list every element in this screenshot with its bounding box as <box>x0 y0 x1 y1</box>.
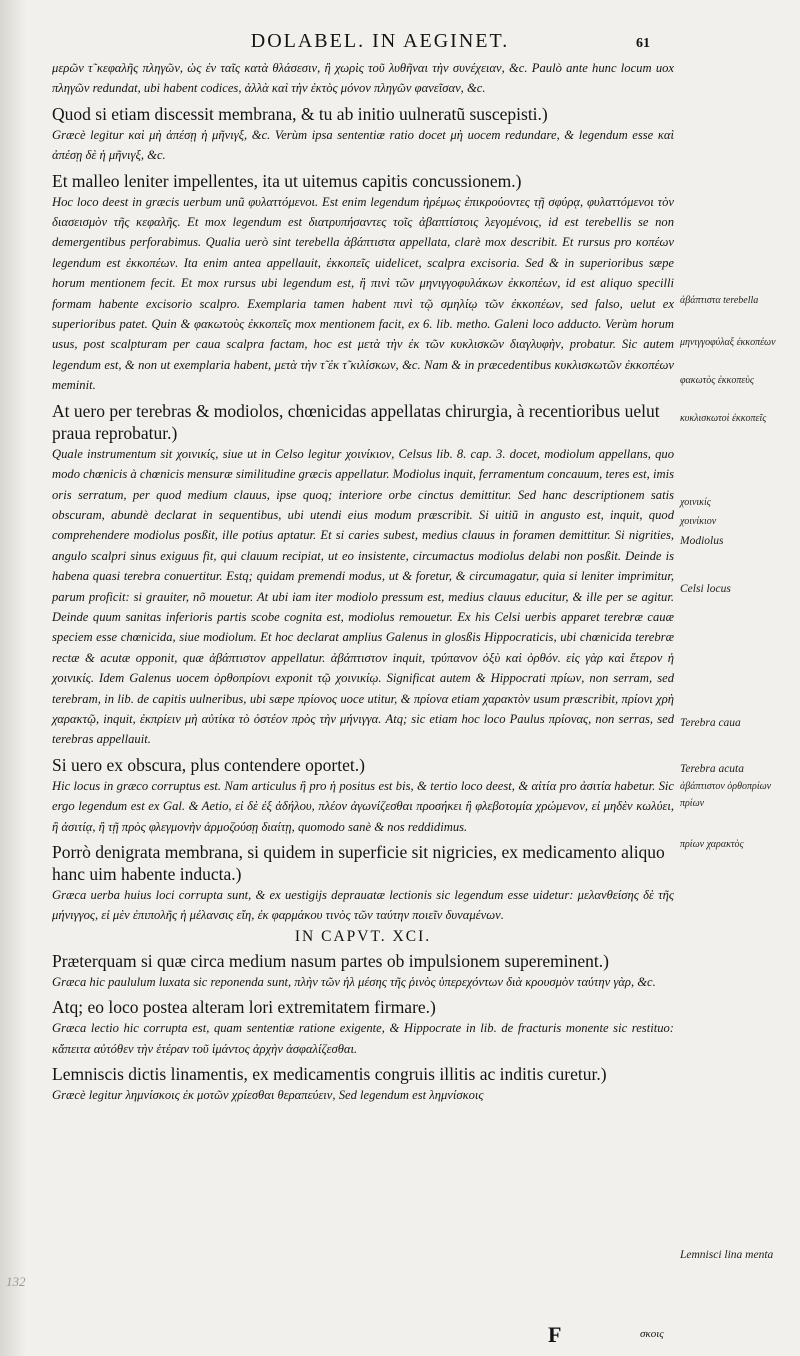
running-head: DOLABEL. IN AEGINET. <box>250 30 510 52</box>
margin-note-latin: Terebra caua <box>680 717 741 729</box>
commentary-body: Quale instrumentum sit χοινικίς, siue ut in Celso legitur χοινίκιον, Celsus lib. 8. cap. 3. docet, modiolum appellans, quo modo chœnicis à chœnicis mensuræ similitudine græcis appellatur. Modiolus inquit, ferramentum concauum, teres est, imis oris serratum, per quod medium clauus, ipse quoq; interiore orbe cinctus demittitur. Sed hanc descriptionem satis obscuram, abundè declarat in sequentibus, ubi utendi eius modum præscribit. Si uitiũ in angusto est, inquit, quod comprehendere modiolus posßit, ille potius aptatur. Et si caries subest, medius clauus in foramen demittitur. Si nigrities, angulo scalpri sinus exiguus fit, qui clauum recipiat, ut eo insistente, circumactus modiolus delabi non posßit. Deinde is habena quasi terebra conuertitur. Estq; quidam premendi modus, ut & foretur, & circumagatur, quia si leniter imprimitur, parum proficit: si grauiter, nõ mouetur. At ubi iam iter modiolo pressum est, medius clauus educitur, & ille per se agitur. Deinde quum sanitas inferioris partis scobe cognita est, modiolus remouetur. Ex his Celsi uerbis apparet terebræ cauæ speciem esse chœnicida, siue modiolum. Et hoc declarat amplius Galenus in glosßis Hippocraticis, ubi chœnicida terebræ rectæ & acutæ opponit, quæ ἀβάπτιστον appellatur. ἀβάπτιστον inquit, τρύπανον ὀξὺ καὶ ὀρθόν. εἰς γὰρ καὶ ἕτερον ἡ χοινικίς. Idem Galenus uocem ὀρθοπρίονι exponit τῷ χοινικίῳ. Significat autem & Hippocrati πρίων, non serram, sed terebram, in lib. de capitis uulneribus, ubi sæpe πρίονος uoce utitur, & πρίονα etiam χαρακτὸν usum præscribit, πρίονι χρὴ χαρακτῷ, inquit, ἐκπρίειν μὴ αὐτίκα τὸ ὀστέον πρὸς τὴν μήνιγγα. Atq; sic etiam hoc loco Paulus πρίονας, non serras, sed terebras appellauit. <box>52 446 674 747</box>
main-text-column <box>52 58 674 1105</box>
margin-note-greek: μηνιγγοφύλαξ ἐκκοπέων <box>680 337 776 348</box>
margin-note <box>680 714 790 732</box>
commentary-text <box>52 776 674 837</box>
commentary-body: Græca lectio hic corrupta est, quam sententiæ ratione exigente, & Hippocrate in lib. de fracturis monente sic restituo: κἄπειτα αὐτόθεν τὴν ἑτέραν τοῦ ἱμάντος ἀρχὴν ἀσφαλίζεσθαι. <box>52 1021 674 1056</box>
commentary-text <box>52 125 674 166</box>
lemma-text: Lemniscis dictis linamentis, ex medicamentis congruis illitis ac inditis curetur.) <box>52 1064 607 1085</box>
commentary-body: Græca hic paululum luxata sic reponenda sunt, πλὴν τῶν ἡλ μέσης τῆς ῥινὸς ὑπερεχόντων διὰ κρουσμὸν ταύτην γὰρ, &c. <box>52 974 656 989</box>
catchword: σκοις <box>640 1328 664 1340</box>
commentary-body: Hic locus in græco corruptus est. Nam articulus ἢ pro ἡ positus est bis, & tertio loco deest, & αἰτία pro ἀσιτία habetur. Sic ergo legendum est ex Gal. & Aetio, εἰ δὲ ἐξ ἀδήλου, πλέον ἀγωνίζεσθαι προσήκει ἢ φλεβοτομία χρώμενον, εἰ μηδὲν κωλύει, ἢ ἀσιτίᾳ, ἢ τῇ πρὸς φλεγμονὴν ἁρμοζούσῃ διαίτῃ, quomodo sanè & nos reddidimus. <box>52 778 674 834</box>
margin-note-greek: χοινίκιον <box>680 516 717 527</box>
margin-note-greek: κυκλισκωτοὶ ἐκκοπεῖς <box>680 413 767 424</box>
margin-note <box>680 836 790 853</box>
folio-number: 61 <box>636 36 650 51</box>
margin-note <box>680 760 790 812</box>
commentary-text <box>52 972 674 992</box>
margin-note-latin: Lemnisci lina menta <box>680 1249 774 1261</box>
margin-note <box>680 334 790 351</box>
page-gutter-shadow <box>0 0 26 1356</box>
commentary-text <box>52 58 674 99</box>
lemma-text: At uero per terebras & modiolos, chœnicidas appellatas chirurgia, à recentioribus uelut praua reprobatur.) <box>52 400 660 443</box>
margin-note-greek: χοινικίς <box>680 497 711 508</box>
margin-note-latin: Modiolus <box>680 535 724 547</box>
lemma-text: Et malleo leniter impellentes, ita ut uitemus capitis concussionem.) <box>52 170 522 191</box>
manuscript-page-mark: 132 <box>6 1274 26 1289</box>
lemma-heading <box>52 103 674 125</box>
margin-note <box>680 372 790 389</box>
margin-note-greek: ἀβάπτιστα terebella <box>680 295 759 306</box>
commentary-body: μερῶν τ̃ κεφαλῆς πληγῶν, ὡς ἐν ταῖς κατὰ θλάσεσιν, ἢ χωρὶς τοῦ λυθῆναι τὴν συνέχειαν, &c. Paulò ante hunc locum uox πληγῶν redundat, ubi habent codices, ἀλλὰ καὶ τὴν ἐκτὸς μόνον πληγῶν φανεῖσαν, &c. <box>52 61 674 96</box>
commentary-text <box>52 1018 674 1059</box>
signature-mark: F <box>548 1322 562 1347</box>
lemma-heading <box>52 841 674 885</box>
margin-note <box>680 494 790 511</box>
lemma-heading <box>52 950 674 972</box>
commentary-text <box>52 885 674 926</box>
lemma-heading <box>52 754 674 776</box>
lemma-text: Quod si etiam discessit membrana, & tu ab initio uulneratũ suscepisti.) <box>52 103 548 124</box>
margin-note-greek: ἀβάπτιστον ὀρθοπρίων πρίων <box>680 781 772 809</box>
lemma-heading <box>52 1063 674 1085</box>
lemma-text: Atq; eo loco postea alteram lori extremitatem firmare.) <box>52 997 436 1018</box>
lemma-heading <box>52 170 674 192</box>
margin-note <box>680 410 790 427</box>
margin-note <box>680 580 790 598</box>
margin-note-greek: πρίων χαρακτὸς <box>680 839 744 850</box>
lemma-text: Si uero ex obscura, plus contendere oportet.) <box>52 754 365 775</box>
margin-note-greek: φακωτὸς ἐκκοπεὺς <box>680 375 754 386</box>
commentary-text <box>52 444 674 750</box>
commentary-body: Græca uerba huius loci corrupta sunt, & ex uestigijs deprauatæ lectionis sic legendum esse uidetur: μελανθείσης δὲ τῆς μήνιγγος, εἰ μὲν ἐπιπολῆς ἡ μέλανσις εἴη, ἐκ φαρμάκου τινὸς τῶν ταύτην ποιεῖν δυναμένων. <box>52 888 674 923</box>
commentary-text <box>52 192 674 396</box>
lemma-heading <box>52 996 674 1018</box>
margin-note <box>680 532 790 550</box>
margin-note-latin: Celsi locus <box>680 583 731 595</box>
commentary-body: Græcè legitur καὶ μὴ ἀπέσῃ ἡ μῆνιγξ, &c. Verùm ipsa sententiæ ratio docet μὴ uocem redundare, & legendum esse καὶ ἀπέσῃ δὲ ἡ μῆνιγξ, &c. <box>52 127 674 163</box>
margin-note <box>680 513 790 530</box>
chapter-heading: IN CAPVT. XCI. <box>294 927 432 945</box>
lemma-text: Porrò denigrata membrana, si quidem in superficie sit nigricies, ex medicamento aliquo hanc uim habente inducta.) <box>52 842 665 884</box>
commentary-text <box>52 1085 674 1105</box>
commentary-body: Hoc loco deest in græcis uerbum unũ φυλαττόμενοι. Est enim legendum ἠρέμως ἐπικρούοντες τῇ σφύρᾳ, φυλαττόμενοι τὸν διασεισμὸν τῆς κεφαλῆς. Et mox legendum est διατρυπήσαντες τοῖς ἀβαπτίστοις λεγομένοις, id est terebellis se non demergentibus perforabimus. Qualia uerò sint terebella ἀβάπτιστα appellata, clarè mox describit. Et rursus pro κοπέων legendum est ἐκκοπέων. Ita enim antea appellauit, ἐκκοπεῖς uidelicet, scalpra excisoria. Sed & in superioribus sæpe horum mentionem fecit. Et mox rursus ubi legendum est, ἢ πινὶ τῶν μηνιγγοφυλάκων ἐκκοπέων, id est aliquo specilli formam habente excisorio scalpro. Exemplaria tamen habent πινὶ τῷ σμηλίῳ τῶν ἐκκοπέων, sed falso, uelut ex superioribus patet. Quin & φακωτοὺς ἐκκοπεῖς mox mentionem facit, ex 6. lib. metho. Galeni loco adducto. Verùm horum usus, post scalpturam per caua scalpra factam, hoc est μετὰ τὴν ἐκ τῶν κυκλισκῶν διαγλυφὴν, probatur. Sic autem legendum est, & non ut exemplaria habent, μετὰ τὴν τ̃ ἐκ τ̃ κιλίσκων, &c. Nam & in præcedentibus κυκλισκωτῶν ἐκκοπέων meminit. <box>52 194 674 393</box>
lemma-heading <box>52 400 674 444</box>
margin-note <box>680 292 790 309</box>
commentary-body: Græcè legitur λημνίσκοις ἐκ μοτῶν χρίεσθαι θεραπεύειν, Sed legendum est λημνίσκοις <box>52 1088 484 1103</box>
margin-note-latin: Terebra acuta <box>680 763 744 775</box>
margin-note <box>680 1246 790 1264</box>
lemma-text: Præterquam si quæ circa medium nasum partes ob impulsionem supereminent.) <box>52 950 609 971</box>
